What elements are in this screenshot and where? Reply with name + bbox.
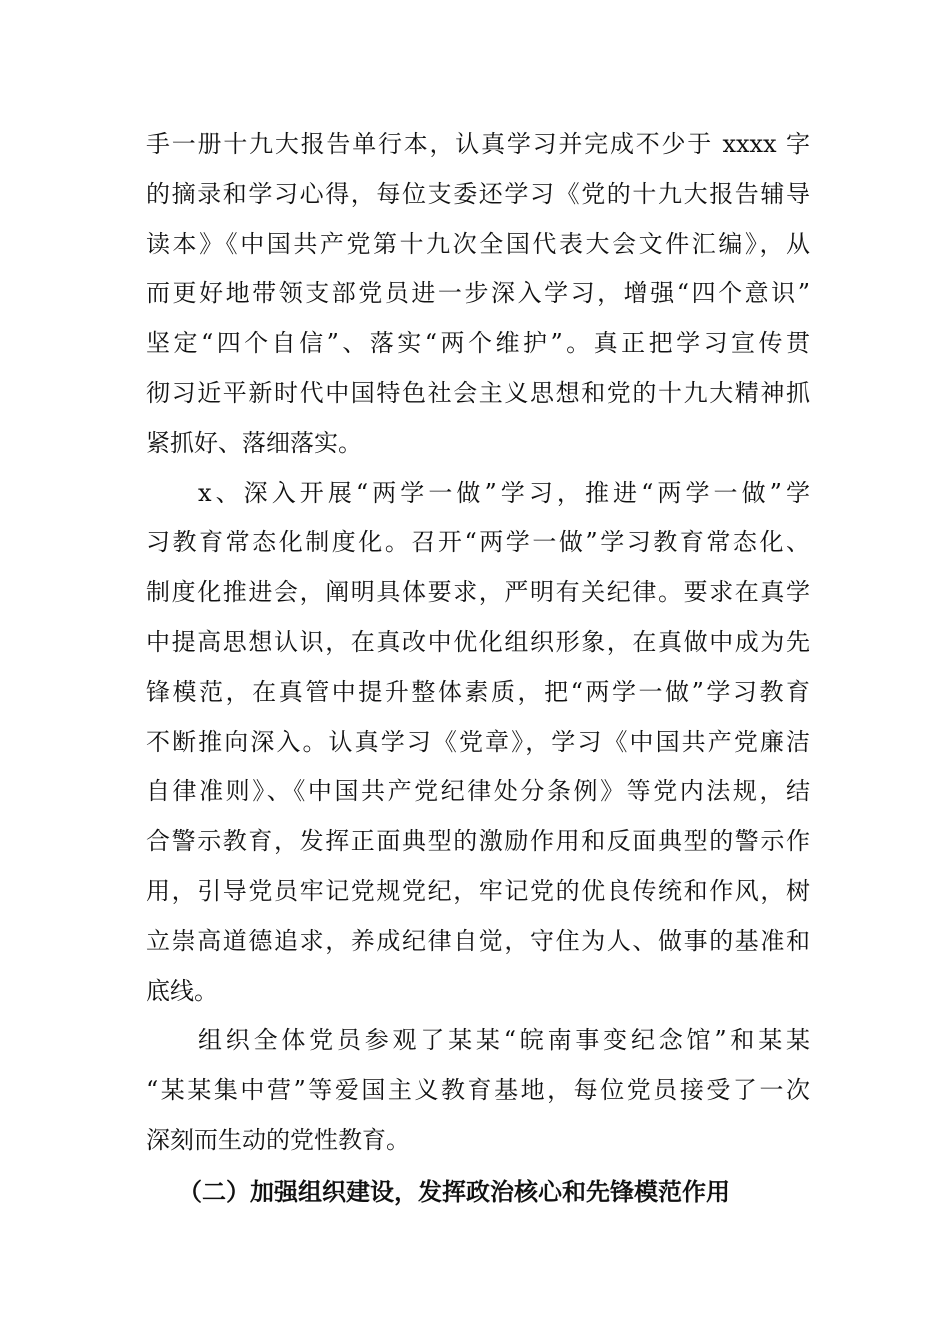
- text-line: 立崇高道德追求，养成纪律自觉，守住为人、做事的基准和: [146, 926, 810, 955]
- text-line: 的摘录和学习心得，每位支委还学习《党的十九大报告辅导: [146, 179, 810, 208]
- text-line: 而更好地带领支部党员进一步深入学习，增强“四个意识”: [146, 279, 810, 308]
- section-heading: （二）加强组织建设，发挥政治核心和先锋模范作用: [178, 1176, 730, 1206]
- text-line: “某某集中营”等爱国主义教育基地，每位党员接受了一次: [146, 1076, 810, 1105]
- paragraph-patriotic-education: [146, 1016, 810, 1165]
- paragraph-study-report: [146, 120, 810, 469]
- text-line: 锋模范，在真管中提升整体素质，把“两学一做”学习教育: [146, 677, 810, 706]
- text-line: 用，引导党员牢记党规党纪，牢记党的优良传统和作风，树: [146, 876, 810, 905]
- text-line: 不断推向深入。认真学习《党章》，学习《中国共产党廉洁: [146, 727, 810, 756]
- text-line: 读本》《中国共产党第十九次全国代表大会文件汇编》，从: [146, 229, 810, 258]
- document-page: [146, 120, 810, 1218]
- paragraph-two-studies-one-action: [146, 469, 810, 1017]
- text-line: 彻习近平新时代中国特色社会主义思想和党的十九大精神抓: [146, 378, 810, 407]
- text-line: 深刻而生动的党性教育。: [146, 1125, 410, 1154]
- text-line: 合警示教育，发挥正面典型的激励作用和反面典型的警示作: [146, 827, 810, 856]
- text-line: x、深入开展“两学一做”学习，推进“两学一做”学: [198, 478, 810, 507]
- text-line: 自律准则》、《中国共产党纪律处分条例》等党内法规，结: [146, 777, 810, 806]
- text-line: 底线。: [146, 976, 218, 1005]
- text-line: 手一册十九大报告单行本，认真学习并完成不少于 xxxx 字: [146, 130, 810, 158]
- text-line: 习教育常态化制度化。召开“两学一做”学习教育常态化、: [146, 528, 810, 557]
- text-line: 坚定“四个自信”、落实“两个维护”。真正把学习宣传贯: [146, 329, 810, 358]
- text-line: 组织全体党员参观了某某“皖南事变纪念馆”和某某: [198, 1026, 810, 1055]
- text-line: 紧抓好、落细落实。: [146, 428, 362, 457]
- text-line: 制度化推进会，阐明具体要求，严明有关纪律。要求在真学: [146, 578, 810, 607]
- text-line: 中提高思想认识，在真改中优化组织形象，在真做中成为先: [146, 627, 810, 656]
